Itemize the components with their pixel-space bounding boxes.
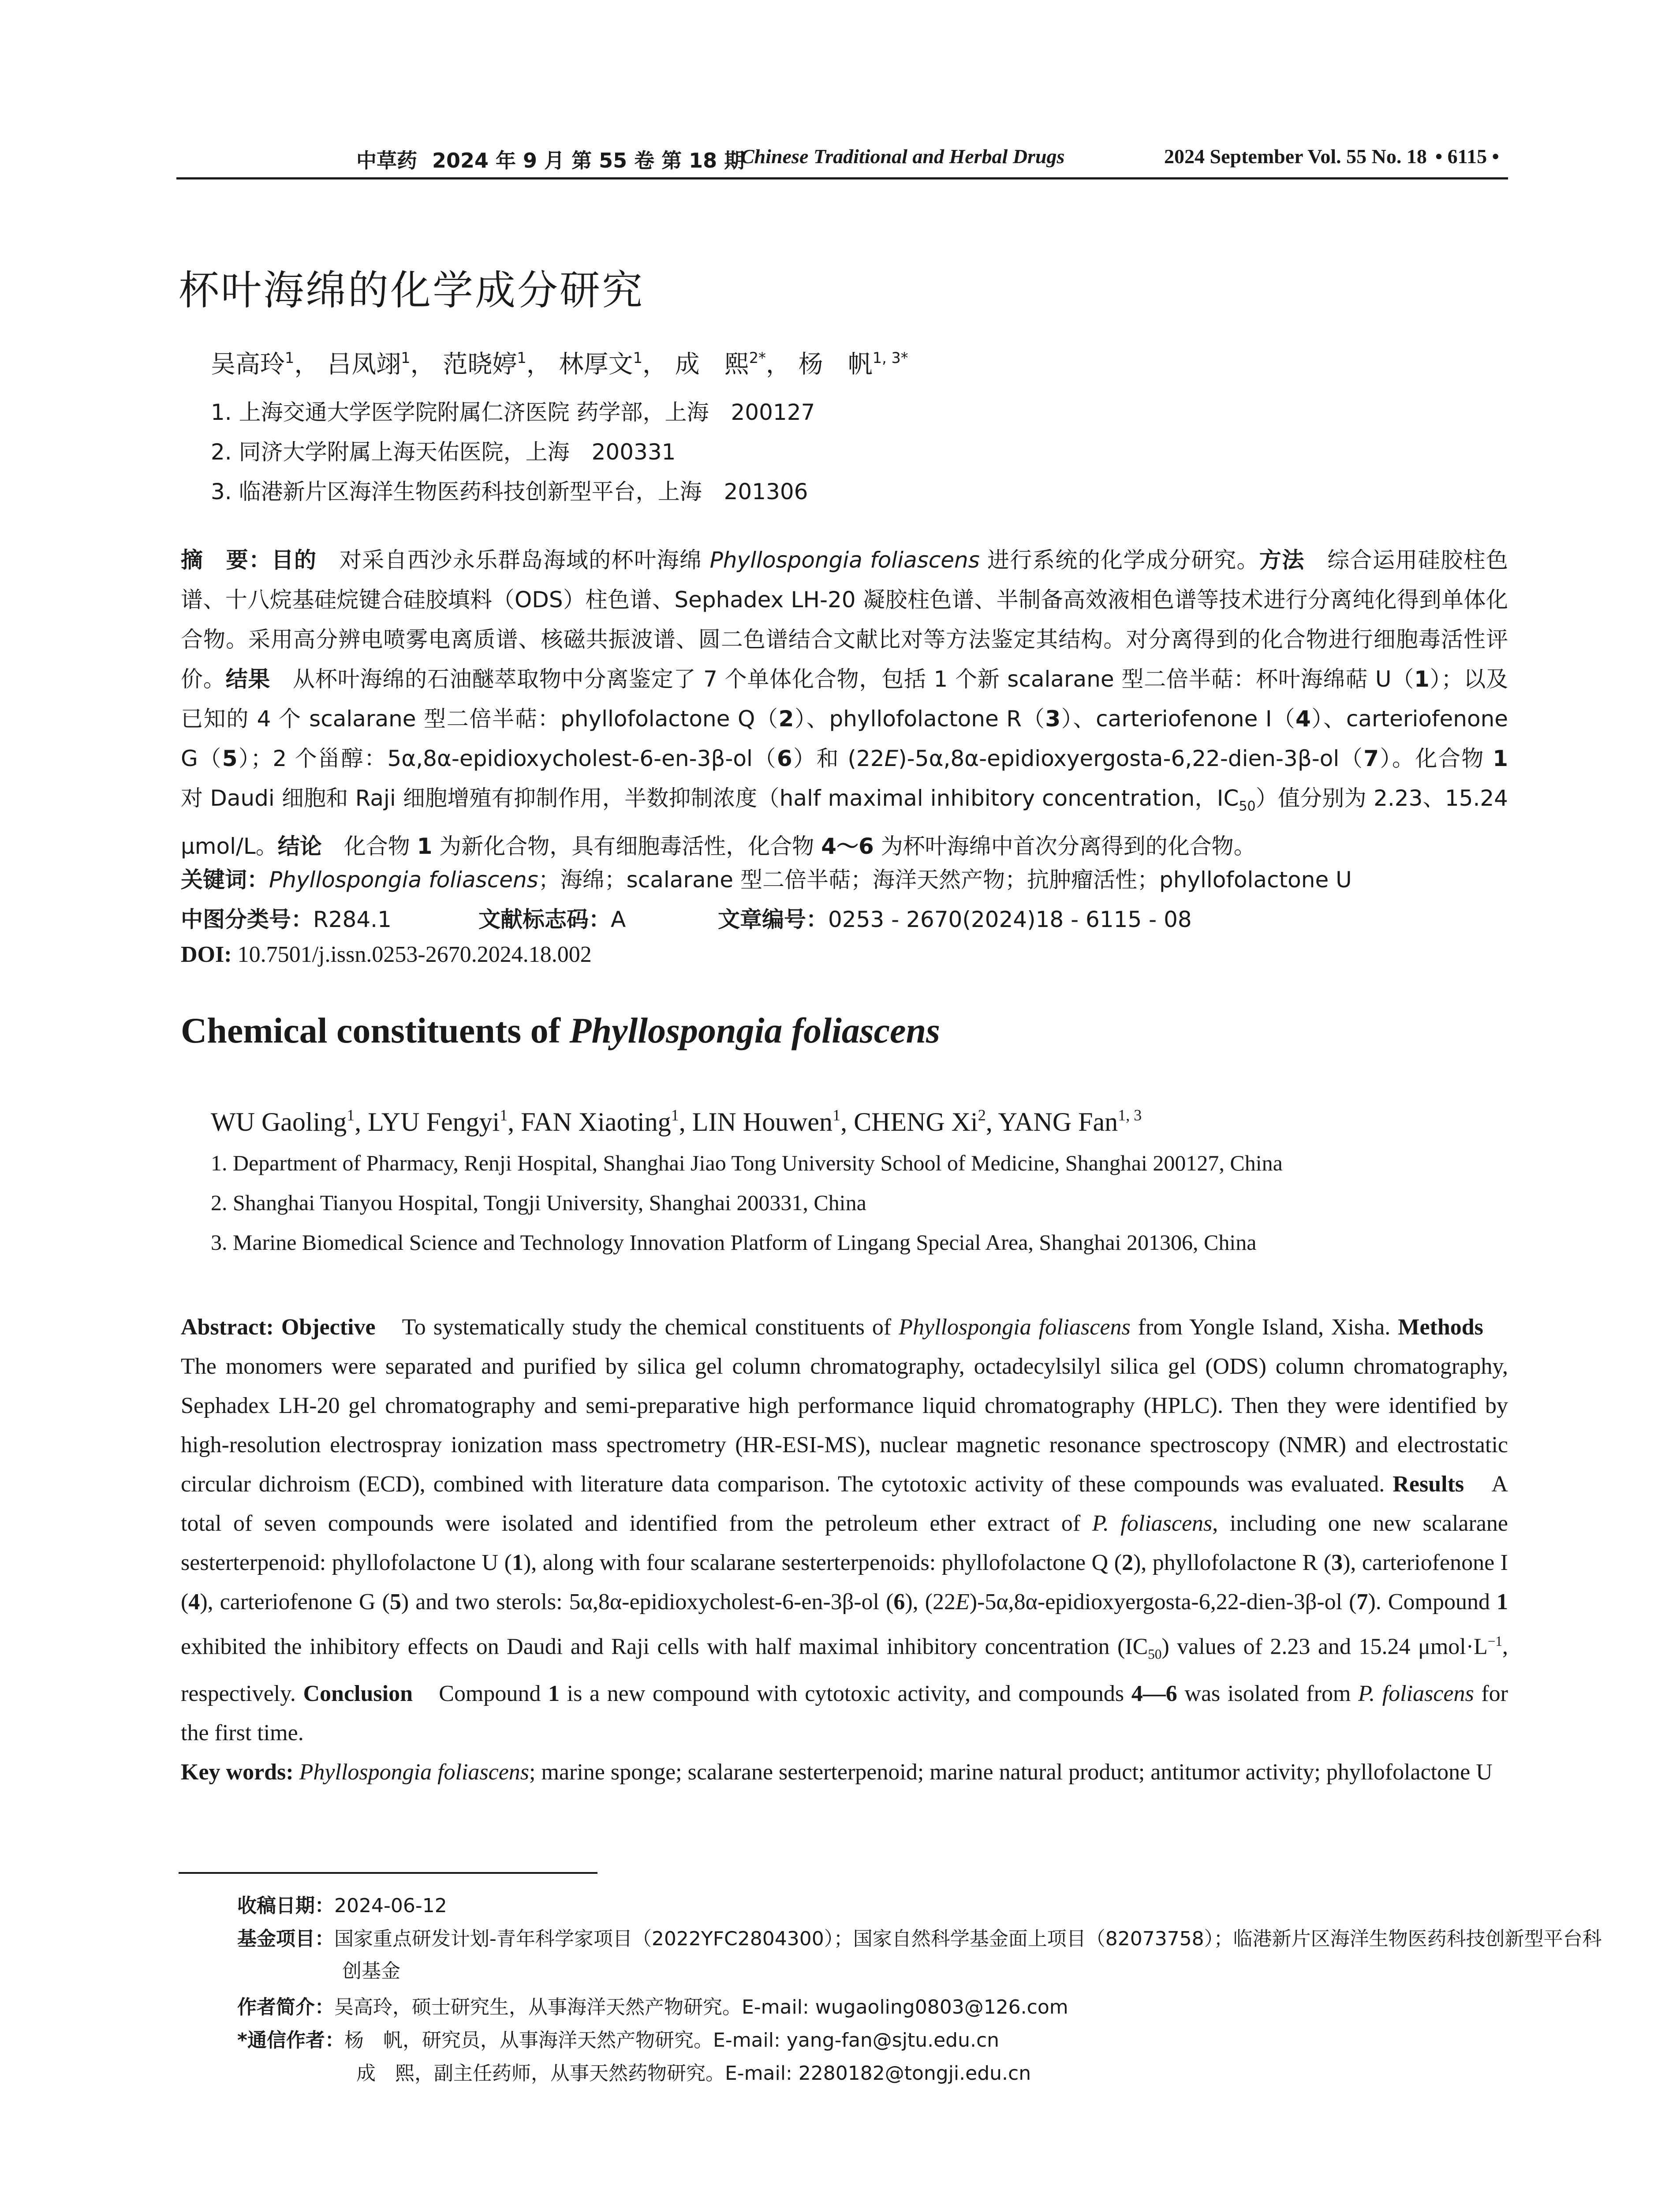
footnote-fund: 基金项目：国家重点研发计划-青年科学家项目（2022YFC2804300）；国家自然科学基金面上项目（82073758）；临港新片区海洋生物医药科技创新型平台科创基金 <box>237 1928 1602 1982</box>
footnote-received: 收稿日期：2024-06-12 <box>237 1895 447 1917</box>
journal-name-cn: 中草药 <box>356 149 417 172</box>
running-header <box>176 145 1508 180</box>
affiliation-en: 3. Marine Biomedical Science and Technology Innovation Platform of Lingang Special Area, Shanghai 201306, China <box>211 1230 1257 1255</box>
author-cn: 范晓婷$^1$， <box>443 349 551 379</box>
issue-date-cn: 2024 年 9 月 第 55 卷 第 18 期 <box>432 149 745 172</box>
author-cn: 成 熙$^{2*}$， <box>675 349 791 379</box>
author-cn: 杨 帆$^{1, 3*}$ <box>798 349 908 379</box>
classification-line: 中图分类号：R284.1 文献标志码：A 文章编号：0253 - 2670(2024)18 - 6115 - 08 <box>181 907 1192 932</box>
issue-date-en: 2024 September Vol. 55 No. 18 <box>1164 145 1427 168</box>
journal-name-en: Chinese Traditional and Herbal Drugs <box>741 145 1065 168</box>
author-list-cn <box>211 345 908 380</box>
doi-line: DOI: 10.7501/j.issn.0253-2670.2024.18.002 <box>181 942 592 967</box>
footnote-corresponding-2: 成 熙，副主任药师，从事天然药物研究。E-mail: 2280182@tongji.edu.cn <box>356 2062 1031 2085</box>
abstract-en: Abstract: Objective To systematically study the chemical constituents of Phyllospongia foliascens from Yongle Island, Xisha. Methods The monomers were separated and purified by silica gel column chromatography, octadecylsilyl silica gel (ODS) column chromatography, Sephadex LH-20 gel chromatography and semi-preparative high performance liquid chromatography (HPLC). Then they were identified by high-resolution electrospray ionization mass spectrometry (HR-ESI-MS), nuclear magnetic resonance spectroscopy (NMR) and electrostatic circular dichroism (ECD), combined with literature data comparison. The cytotoxic activity of these compounds was evaluated. Results A total of seven compounds were isolated and identified from the petroleum ether extract of P. foliascens, including one new scalarane sesterterpenoid: phyllofolactone U (1), along with four scalarane sesterterpenoids: phyllofolactone Q (2), phyllofolactone R (3), carteriofenone I (4), carteriofenone G (5) and two sterols: 5α,8α-epidioxycholest-6-en-3β-ol (6), (22E)-5α,8α-epidioxyergosta-6,22-dien-3β-ol (7). Compound 1 exhibited the inhibitory effects on Daudi and Raji cells with half maximal inhibitory concentration $(IC_{50})$ values of 2.23 and 15.24 $\mu mol\cdot L^{-1}$, respectively. Conclusion Compound 1 is a new compound with cytotoxic activity, and compounds 4—6 was isolated from P. foliascens for the first time. Key words: Phyllospongia foliascens; marine sponge; scalarane sesterterpenoid; marine natural product; antitumor activity; phyllofolactone U <box>181 1315 1508 1785</box>
author-cn: 吴高玲$^1$， <box>211 349 319 379</box>
author-en: FAN Xiaoting$^1$, <box>521 1106 692 1136</box>
article-title-cn: 杯叶海绵的化学成分研究 <box>179 267 645 314</box>
footnote-corresponding: *通信作者：杨 帆，研究员，从事海洋天然产物研究。E-mail: yang-fan@sjtu.edu.cn <box>237 2029 1000 2052</box>
keywords-cn: 关键词：Phyllospongia foliascens；海绵；scalarane 型二倍半萜；海洋天然产物；抗肿瘤活性；phyllofolactone U <box>181 867 1352 893</box>
affiliation-en: 2. Shanghai Tianyou Hospital, Tongji University, Shanghai 200331, China <box>211 1190 866 1215</box>
author-cn: 林厚文$^1$， <box>559 349 667 379</box>
affiliation-cn: 1. 上海交通大学医学院附属仁济医院 药学部，上海 200127 <box>211 400 815 425</box>
footnote-bio: 作者简介：吴高玲，硕士研究生，从事海洋天然产物研究。E-mail: wugaoling0803@126.com <box>237 1996 1068 2018</box>
author-en: CHENG Xi$^2$, <box>854 1106 998 1136</box>
header-rule <box>176 177 1508 179</box>
author-en: WU Gaoling$^1$, <box>211 1106 368 1136</box>
author-en: YANG Fan$^{1, 3}$ <box>998 1106 1142 1136</box>
author-en: LIN Houwen$^1$, <box>692 1106 854 1136</box>
abstract-cn: 摘 要：目的 对采自西沙永乐群岛海域的杯叶海绵 Phyllospongia foliascens 进行系统的化学成分研究。方法 综合运用硅胶柱色谱、十八烷基硅烷键合硅胶填料（ODS）柱色谱、Sephadex LH-20 凝胶柱色谱、半制备高效液相色谱等技术进行分离纯化得到单体化合物。采用高分辨电喷雾电离质谱、核磁共振波谱、圆二色谱结合文献比对等方法鉴定其结构。对分离得到的化合物进行细胞毒活性评价。结果 从杯叶海绵的石油醚萃取物中分离鉴定了 7 个单体化合物，包括 1 个新 scalarane 型二倍半萜：杯叶海绵萜 U（1）；以及已知的 4 个 scalarane 型二倍半萜：phyllofolactone Q（2）、phyllofolactone R（3）、carteriofenone I（4）、carteriofenone G（5）；2 个甾醇：5α,8α-epidioxycholest-6-en-3β-ol（6）和 (22E)-5α,8α-epidioxyergosta-6,22-dien-3β-ol（7）。化合物 1 对 Daudi 细胞和 Raji 细胞增殖有抑制作用，半数抑制浓度（half maximal inhibitory concentration，$IC_{50}$）值分别为 2.23、15.24 μmol/L。结论 化合物 1 为新化合物，具有细胞毒活性，化合物 4～6 为杯叶海绵中首次分离得到的化合物。 <box>181 547 1508 859</box>
author-en: LYU Fengyi$^1$, <box>368 1106 521 1136</box>
author-cn: 吕凤翊$^1$， <box>327 349 435 379</box>
affiliation-en: 1. Department of Pharmacy, Renji Hospital, Shanghai Jiao Tong University School of Medicine, Shanghai 200127, China <box>211 1151 1283 1175</box>
footnote-rule <box>179 1872 597 1874</box>
affiliation-cn: 2. 同济大学附属上海天佑医院，上海 200331 <box>211 439 676 465</box>
affiliation-cn: 3. 临港新片区海洋生物医药科技创新型平台，上海 201306 <box>211 479 808 505</box>
page-number: • 6115 • <box>1435 145 1499 168</box>
author-list-en <box>211 1107 1142 1137</box>
article-title-en: Chemical constituents of Phyllospongia foliascens <box>181 1010 940 1050</box>
